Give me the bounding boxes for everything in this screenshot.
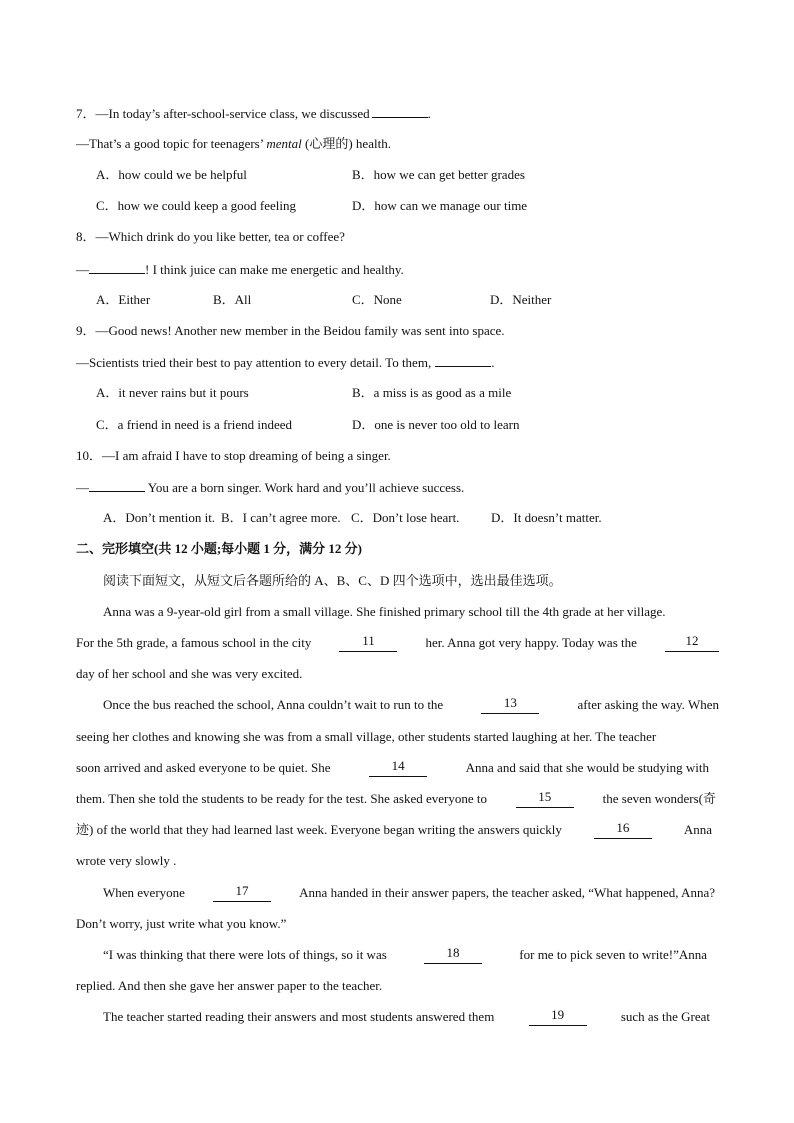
- p2-line5-b: Anna: [683, 822, 712, 837]
- q7-stem: [76, 104, 431, 123]
- q10-blank: [89, 478, 145, 492]
- passage-p2-line1: [103, 696, 719, 714]
- p2-line3-a: soon arrived and asked everyone to be quiet. She: [76, 760, 331, 775]
- q9-option-a: A．it never rains but it pours: [96, 385, 249, 400]
- q10-option-a: A．Don’t mention it.: [103, 510, 216, 525]
- p4-line1-a: “I was thinking that there were lots of things, so it was: [103, 947, 387, 962]
- q10-reply-dash: —: [76, 480, 89, 495]
- p1-line2-a: For the 5th grade, a famous school in the city: [76, 635, 312, 650]
- blank-17: 17: [213, 884, 271, 902]
- p3-line1-a: When everyone: [103, 885, 185, 900]
- p4-line1-b: for me to pick seven to write!”Anna: [519, 947, 707, 962]
- q9-blank: [435, 353, 491, 367]
- section-instruction: 阅读下面短文，从短文后各题所给的 A、B、C、D 四个选项中，选出最佳选项。: [103, 573, 562, 588]
- q8-blank: [89, 260, 145, 274]
- passage-p2-line3: [76, 759, 709, 777]
- q8-option-a: A．Either: [96, 292, 151, 307]
- q9-option-d: D．one is never too old to learn: [352, 417, 520, 432]
- passage-p2-line5: [76, 821, 712, 839]
- q9-option-b: B．a miss is as good as a mile: [352, 385, 512, 400]
- q7-reply-a: —That’s a good topic for teenagers’: [76, 136, 267, 151]
- q8-reply-text: ! I think juice can make me energetic and healthy.: [145, 262, 404, 277]
- p5-line1-a: The teacher started reading their answers and most students answered them: [103, 1009, 495, 1024]
- q10-option-d: D．It doesn’t matter.: [491, 510, 602, 525]
- q7-stem-end: .: [427, 106, 431, 121]
- q8-reply-dash: —: [76, 262, 89, 277]
- q7-option-d: D．how can we manage our time: [352, 198, 528, 213]
- blank-19: 19: [529, 1008, 587, 1026]
- p2-line4-b: the seven wonders(奇: [602, 791, 716, 806]
- p1-line2-b: her. Anna got very happy. Today was the: [425, 635, 637, 650]
- passage-p1-line1: [103, 603, 719, 621]
- q8-option-c: C．None: [352, 292, 402, 307]
- q10-reply: [76, 478, 464, 497]
- p2-line3-b: Anna and said that she would be studying with: [465, 760, 709, 775]
- p2-line4-a: them. Then she told the students to be ready for the test. She asked everyone to: [76, 791, 487, 806]
- passage-p2-line6: wrote very slowly .: [76, 853, 177, 868]
- p2-line5-a: 迹) of the world that they had learned last week. Everyone began writing the answers quickly: [76, 822, 562, 837]
- p5-line1-b: such as the Great: [620, 1009, 710, 1024]
- q7-reply: [76, 135, 391, 153]
- blank-16: 16: [594, 821, 652, 839]
- passage-p2-line2: [76, 728, 719, 746]
- passage-p4-line1: [103, 946, 707, 964]
- q8-option-d: D．Neither: [490, 292, 552, 307]
- q9-option-c: C．a friend in need is a friend indeed: [96, 417, 293, 432]
- passage-p1-line3: day of her school and she was very excited.: [76, 666, 303, 681]
- q10-option-b: B．I can’t agree more.: [221, 510, 341, 525]
- passage-p2-line4: [76, 790, 716, 808]
- q9-reply: [76, 353, 494, 372]
- p3-line1-b: Anna handed in their answer papers, the teacher asked, “What happened, Anna?: [299, 885, 715, 900]
- q9-reply-text: —Scientists tried their best to pay attention to every detail. To them,: [76, 355, 432, 370]
- q10-option-c: C．Don’t lose heart.: [351, 510, 460, 525]
- passage-p3-line1: [103, 884, 715, 902]
- q8-option-b: B．All: [213, 292, 252, 307]
- q7-blank: [372, 104, 428, 118]
- q10-stem: 10．—I am afraid I have to stop dreaming of being a singer.: [76, 448, 391, 463]
- q10-reply-text: You are a born singer. Work hard and you’ll achieve success.: [145, 480, 465, 495]
- passage-p4-line2: replied. And then she gave her answer paper to the teacher.: [76, 978, 383, 993]
- blank-14: 14: [369, 759, 427, 777]
- passage-p3-line2: Don’t worry, just write what you know.”: [76, 916, 287, 931]
- q7-stem-text: 7．—In today’s after-school-service class, we discussed: [76, 106, 370, 121]
- blank-11: 11: [339, 634, 397, 652]
- p2-line1-a: Once the bus reached the school, Anna couldn’t wait to run to the: [103, 697, 444, 712]
- q8-stem: 8．—Which drink do you like better, tea or coffee?: [76, 229, 345, 244]
- p1-line1-text: Anna was a 9-year-old girl from a small village. She finished primary school till the 4th grade at her village.: [103, 604, 666, 619]
- q9-reply-end: .: [491, 355, 495, 370]
- q8-reply: [76, 260, 404, 279]
- p2-line1-b: after asking the way. When: [577, 697, 719, 712]
- blank-13: 13: [481, 696, 539, 714]
- q7-option-c: C．how we could keep a good feeling: [96, 198, 297, 213]
- p2-line2-text: seeing her clothes and knowing she was from a small village, other students started laughing at her. The teacher: [76, 729, 657, 744]
- q7-option-a: A．how could we be helpful: [96, 167, 247, 182]
- section-heading: 二、完形填空(共 12 小题;每小题 1 分，满分 12 分): [76, 541, 362, 556]
- blank-18: 18: [424, 946, 482, 964]
- q7-option-b: B．how we can get better grades: [352, 167, 525, 182]
- q7-reply-b: (心理的) health.: [301, 136, 391, 151]
- blank-15: 15: [516, 790, 574, 808]
- passage-p5-line1: [103, 1008, 710, 1026]
- passage-p1-line2: [76, 634, 719, 652]
- q7-reply-italic: mental: [266, 136, 302, 151]
- blank-12: 12: [665, 634, 719, 652]
- q9-stem: 9．—Good news! Another new member in the Beidou family was sent into space.: [76, 323, 505, 338]
